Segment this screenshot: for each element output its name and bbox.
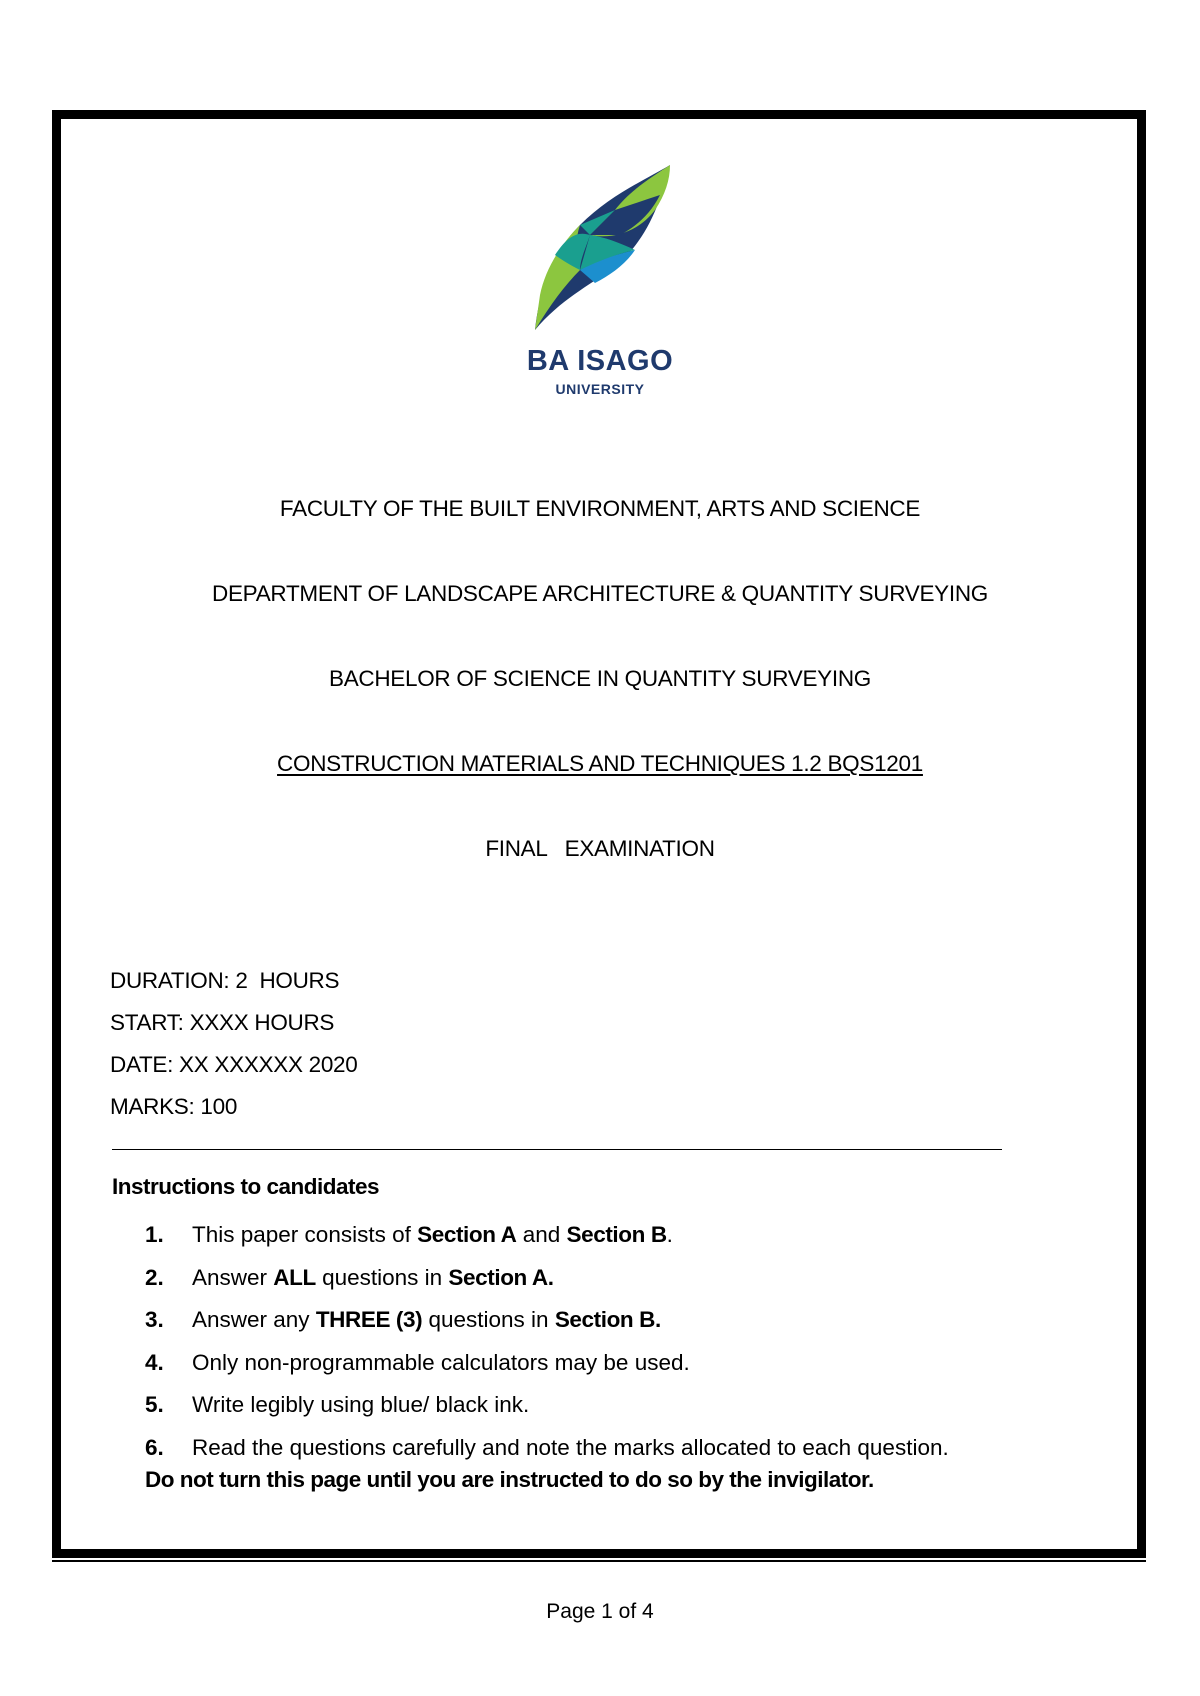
instruction-number: 3.: [145, 1307, 164, 1332]
instruction-text: Answer any: [192, 1307, 316, 1332]
instruction-text: Read the questions carefully and note the marks allocated to each question.: [192, 1434, 949, 1460]
separator-line: [112, 1149, 1002, 1150]
instruction-emphasis: ALL: [273, 1264, 316, 1290]
instruction-item: [145, 1257, 949, 1300]
department-heading: DEPARTMENT OF LANDSCAPE ARCHITECTURE & QUANTITY SURVEYING: [212, 581, 988, 606]
leaf-logo-icon: [520, 165, 680, 340]
instruction-emphasis: THREE (3): [315, 1307, 423, 1332]
instructions-list: [145, 1214, 949, 1469]
instruction-item: [145, 1214, 949, 1257]
instruction-item: [145, 1342, 949, 1385]
instruction-emphasis: Section A: [417, 1222, 517, 1247]
instruction-item: [145, 1384, 949, 1427]
instruction-text: questions in: [422, 1307, 555, 1332]
instruction-emphasis: Section A.: [448, 1264, 554, 1290]
marks-line: MARKS: 100: [110, 1094, 238, 1119]
faculty-heading: FACULTY OF THE BUILT ENVIRONMENT, ARTS AND SCIENCE: [279, 496, 921, 521]
programme-heading: BACHELOR OF SCIENCE IN QUANTITY SURVEYING: [329, 666, 871, 691]
instruction-number: 1.: [145, 1222, 164, 1247]
exam-type-heading: FINAL EXAMINATION: [485, 836, 715, 861]
exam-details: [110, 960, 357, 1128]
duration-line: DURATION: 2 HOURS: [110, 968, 340, 993]
start-line: START: XXXX HOURS: [110, 1010, 335, 1035]
instruction-item: [145, 1299, 949, 1342]
instruction-text: and: [516, 1222, 567, 1247]
instructions-title: Instructions to candidates: [112, 1174, 380, 1199]
logo-wordmark: BA ISAGO: [526, 345, 674, 377]
university-logo: [520, 165, 680, 405]
instruction-text: Only non-programmable calculators may be used.: [192, 1349, 690, 1375]
instruction-number: 4.: [145, 1349, 164, 1375]
instruction-text: This paper consists of: [192, 1222, 418, 1247]
instruction-text: questions in: [315, 1264, 449, 1290]
page-number: Page 1 of 4: [546, 1600, 654, 1623]
instruction-number: 6.: [145, 1434, 164, 1460]
instruction-text: Answer: [192, 1264, 274, 1290]
instruction-number: 5.: [145, 1392, 164, 1417]
course-heading: CONSTRUCTION MATERIALS AND TECHNIQUES 1.2 BQS1201: [277, 751, 923, 776]
instruction-text: Write legibly using blue/ black ink.: [192, 1392, 530, 1417]
instruction-emphasis: Section B.: [554, 1307, 661, 1332]
invigilator-note: Do not turn this page until you are instructed to do so by the invigilator.: [145, 1467, 874, 1492]
instruction-item: [145, 1427, 949, 1470]
instruction-number: 2.: [145, 1264, 164, 1290]
instruction-emphasis: Section B: [566, 1222, 667, 1247]
logo-subtitle: UNIVERSITY: [555, 381, 645, 397]
instruction-text: .: [666, 1222, 673, 1247]
date-line: DATE: XX XXXXXX 2020: [110, 1052, 358, 1077]
